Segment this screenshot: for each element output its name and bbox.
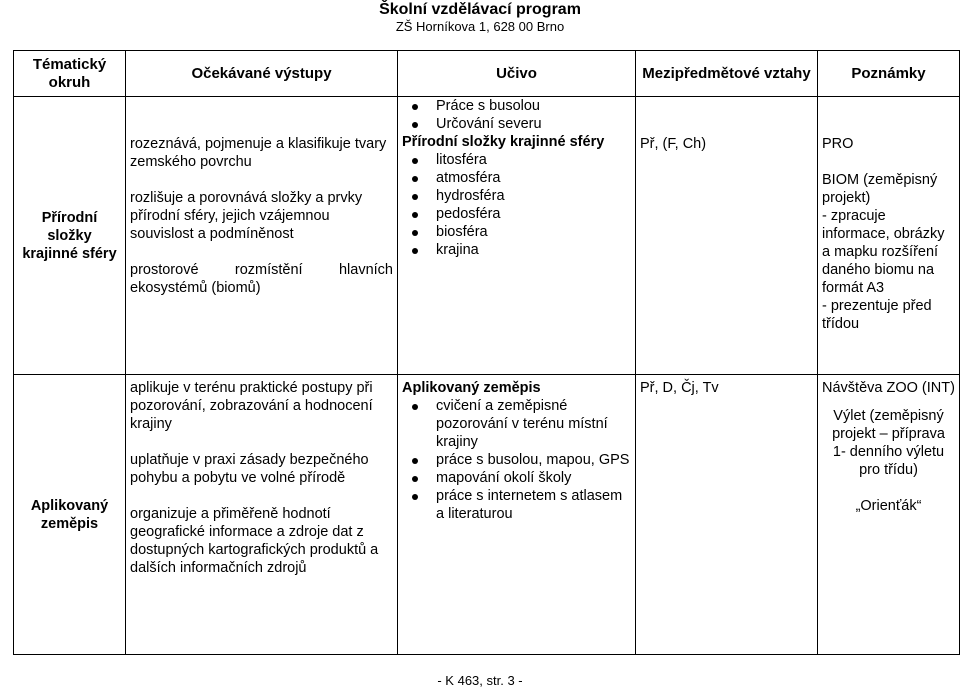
row2-notes: [818, 375, 960, 655]
col-header-relations: Mezipředmětové vztahy: [636, 51, 818, 97]
row2-outcomes: [126, 375, 398, 655]
table-row: [14, 375, 960, 655]
row1-note-4: - prezentuje před třídou: [822, 298, 932, 332]
page-footer: - K 463, str. 3 -: [437, 673, 523, 688]
col-header-outcomes: Očekávané výstupy: [126, 51, 398, 97]
row2-outcome-2: uplatňuje v praxi zásady bezpečného pohybu a pobytu ve volné přírodě: [130, 452, 369, 486]
list-item: Určování severu: [402, 115, 631, 133]
list-item: litosféra: [402, 151, 631, 169]
curriculum-table: [13, 50, 960, 655]
row2-note-2: Výlet (zeměpisný projekt – příprava 1- denního výletu pro třídu): [832, 408, 945, 478]
row1-note-1: PRO: [822, 136, 854, 152]
list-item: atmosféra: [402, 169, 631, 187]
row2-note-1: Návštěva ZOO (INT): [822, 380, 955, 396]
row1-ucivo-heading: Přírodní složky krajinné sféry: [402, 134, 605, 150]
row1-note-3: - zpracuje informace, obrázky a mapku rozšíření daného biomu na formát A3: [822, 208, 945, 296]
list-item: biosféra: [402, 223, 631, 241]
list-item: mapování okolí školy: [402, 469, 631, 487]
col-header-ucivo: Učivo: [398, 51, 636, 97]
row1-relations: Př, (F, Ch): [636, 97, 818, 375]
row2-ucivo-heading: Aplikovaný zeměpis: [402, 380, 541, 396]
list-item: cvičení a zeměpisné pozorování v terénu místní krajiny: [402, 397, 631, 451]
row1-note-2: BIOM (zeměpisný projekt): [822, 172, 938, 206]
col-header-notes: Poznámky: [818, 51, 960, 97]
row2-relations: Př, D, Čj, Tv: [636, 375, 818, 655]
row1-outcomes: [126, 97, 398, 375]
list-item: Práce s busolou: [402, 97, 631, 115]
list-item: hydrosféra: [402, 187, 631, 205]
list-item: pedosféra: [402, 205, 631, 223]
row1-ucivo: [398, 97, 636, 375]
row1-outcome-1: rozeznává, pojmenuje a klasifikuje tvary zemského povrchu: [130, 136, 387, 170]
table-row: [14, 97, 960, 375]
row1-notes: [818, 97, 960, 375]
row1-outcome-2: rozlišuje a porovnává složky a prvky přírodní sféry, jejich vzájemnou souvislost a podmíněnost: [130, 190, 363, 242]
row2-outcome-3: organizuje a přiměřeně hodnotí geografické informace a zdroje dat z dostupných kartografických produktů a dalších informačních zdrojů: [130, 506, 379, 576]
row2-topic: Aplikovaný zeměpis: [14, 375, 126, 655]
row2-note-3: „Orienťák“: [855, 498, 922, 514]
list-item: práce s busolou, mapou, GPS: [402, 451, 631, 469]
row1-outcome-3a: prostorové rozmístění hlavních: [130, 262, 393, 278]
row2-ucivo: [398, 375, 636, 655]
list-item: práce s internetem s atlasem a literaturou: [402, 487, 631, 523]
table-header-row: [14, 51, 960, 97]
list-item: krajina: [402, 241, 631, 259]
row2-outcome-1: aplikuje v terénu praktické postupy při pozorování, zobrazování a hodnocení krajiny: [130, 380, 373, 432]
row1-topic: Přírodní složky krajinné sféry: [14, 97, 126, 375]
row1-outcome-3b: ekosystémů (biomů): [130, 280, 261, 296]
col-header-topic: Tématický okruh: [14, 51, 126, 97]
document-title: Školní vzdělávací program: [379, 1, 581, 18]
document-address: ZŠ Horníkova 1, 628 00 Brno: [395, 19, 565, 34]
